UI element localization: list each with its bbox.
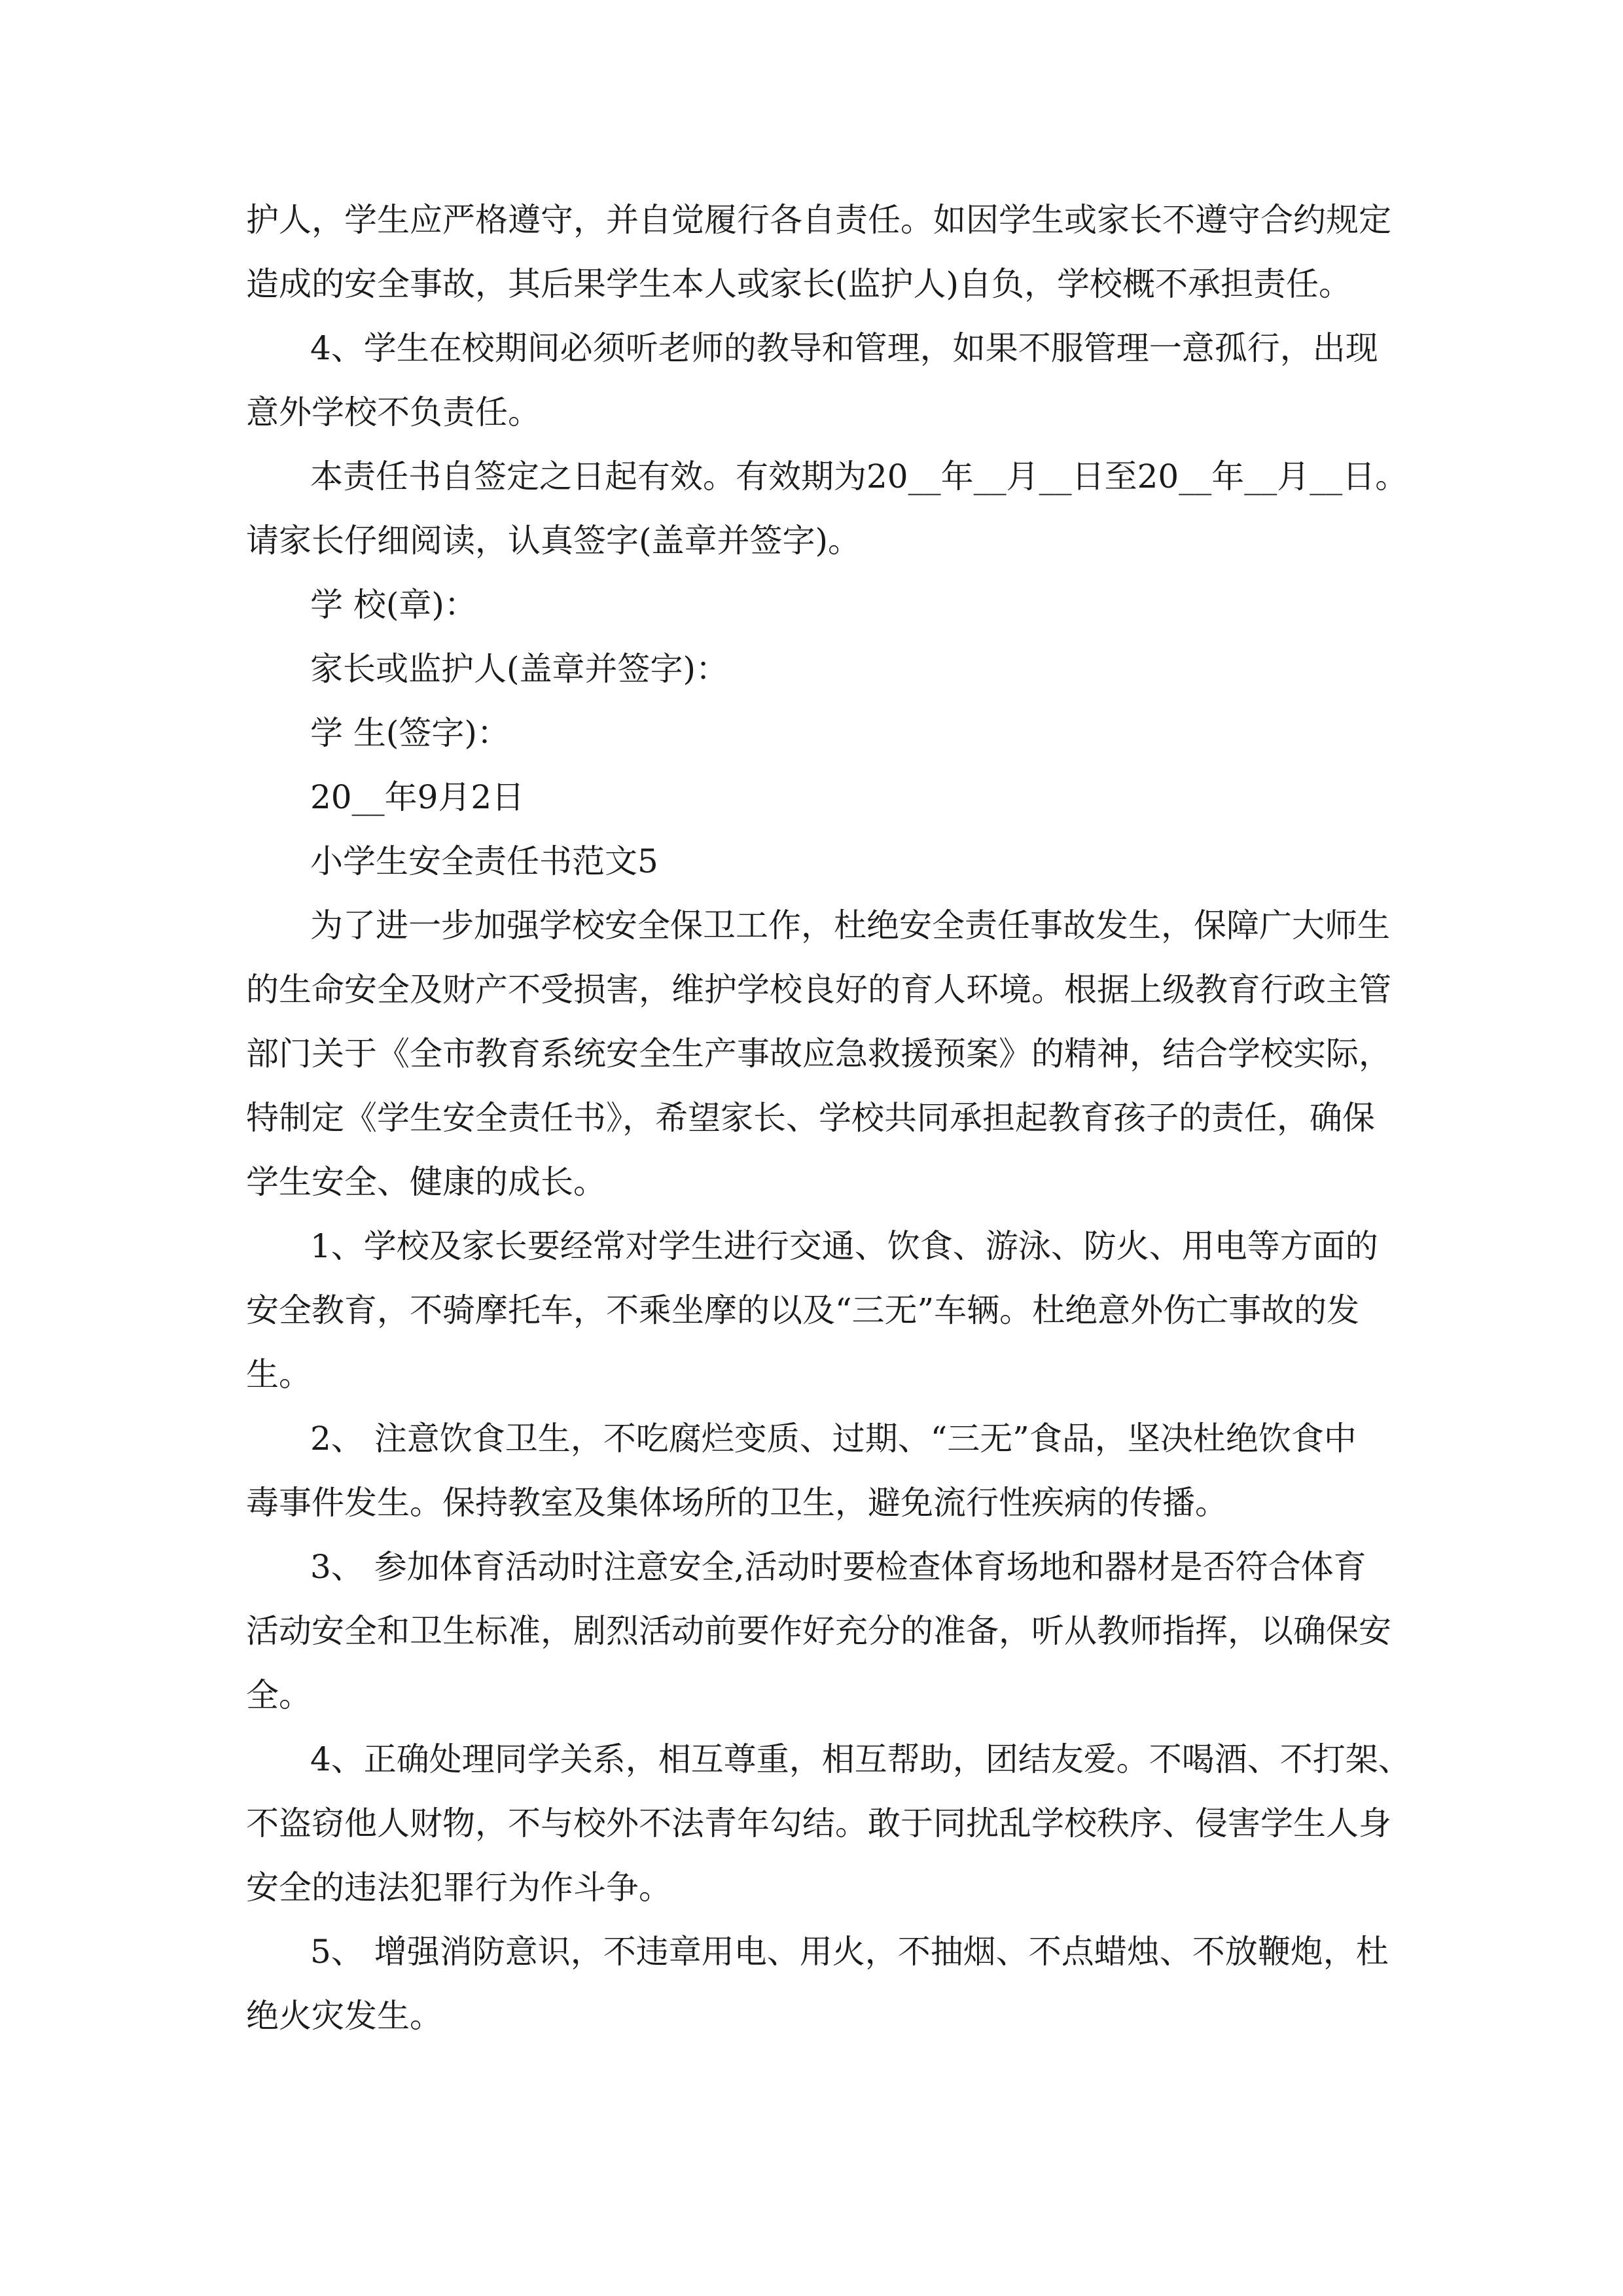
text-line: 3、 参加体育活动时注意安全,活动时要检查体育场地和器材是否符合体育 [310, 1548, 1366, 1586]
text-line: 1、学校及家长要经常对学生进行交通、饮食、游泳、防火、用电等方面的 [310, 1227, 1378, 1265]
text-line: 4、正确处理同学关系，相互尊重，相互帮助，团结友爱。不喝酒、不打架、 [310, 1740, 1411, 1778]
text-line: 不盗窃他人财物，不与校外不法青年勾结。敢于同扰乱学校秩序、侵害学生人身 [246, 1804, 1391, 1842]
text-line: 安全的违法犯罪行为作斗争。 [246, 1869, 671, 1907]
text-line: 安全教育，不骑摩托车，不乘坐摩的以及“三无”车辆。杜绝意外伤亡事故的发 [246, 1291, 1360, 1329]
text-line: 学生安全、健康的成长。 [246, 1163, 606, 1201]
text-line: 家长或监护人(盖章并签字)： [310, 650, 729, 688]
text-line: 护人，学生应严格遵守，并自觉履行各自责任。如因学生或家长不遵守合约规定 [246, 201, 1391, 239]
text-line: 为了进一步加强学校安全保卫工作，杜绝安全责任事故发生，保障广大师生 [310, 906, 1390, 944]
text-line: 造成的安全事故，其后果学生本人或家长(监护人)自负，学校概不承担责任。 [246, 265, 1352, 303]
text-line: 毒事件发生。保持教室及集体场所的卫生，避免流行性疾病的传播。 [246, 1484, 1228, 1522]
text-line: 部门关于《全市教育系统安全生产事故应急救援预案》的精神，结合学校实际， [246, 1035, 1391, 1073]
text-line: 5、 增强消防意识，不违章用电、用火，不抽烟、不点蜡烛、不放鞭炮，杜 [310, 1933, 1389, 1971]
text-line: 的生命安全及财产不受损害，维护学校良好的育人环境。根据上级教育行政主管 [246, 971, 1391, 1009]
text-line: 20__年9月2日 [310, 778, 525, 816]
text-line: 本责任书自签定之日起有效。有效期为20__年__月__日至20__年__月__日。 [310, 457, 1408, 495]
text-line: 4、学生在校期间必须听老师的教导和管理，如果不服管理一意孤行，出现 [310, 329, 1378, 367]
text-line: 绝火灾发生。 [246, 1997, 442, 2035]
text-line: 学 校(章)： [310, 586, 477, 624]
text-line: 活动安全和卫生标准，剧烈活动前要作好充分的准备，听从教师指挥，以确保安 [246, 1612, 1391, 1650]
text-line: 全。 [246, 1676, 312, 1714]
text-line: 特制定《学生安全责任书》，希望家长、学校共同承担起教育孩子的责任，确保 [246, 1099, 1375, 1137]
text-line: 2、 注意饮食卫生，不吃腐烂变质、过期、“三无”食品，坚决杜绝饮食中 [310, 1420, 1357, 1458]
text-line: 请家长仔细阅读，认真签字(盖章并签字)。 [246, 522, 861, 560]
text-line: 生。 [246, 1355, 312, 1393]
text-line: 学 生(签字)： [310, 714, 510, 752]
text-line: 意外学校不负责任。 [246, 393, 541, 431]
section-heading: 小学生安全责任书范文5 [310, 842, 658, 880]
